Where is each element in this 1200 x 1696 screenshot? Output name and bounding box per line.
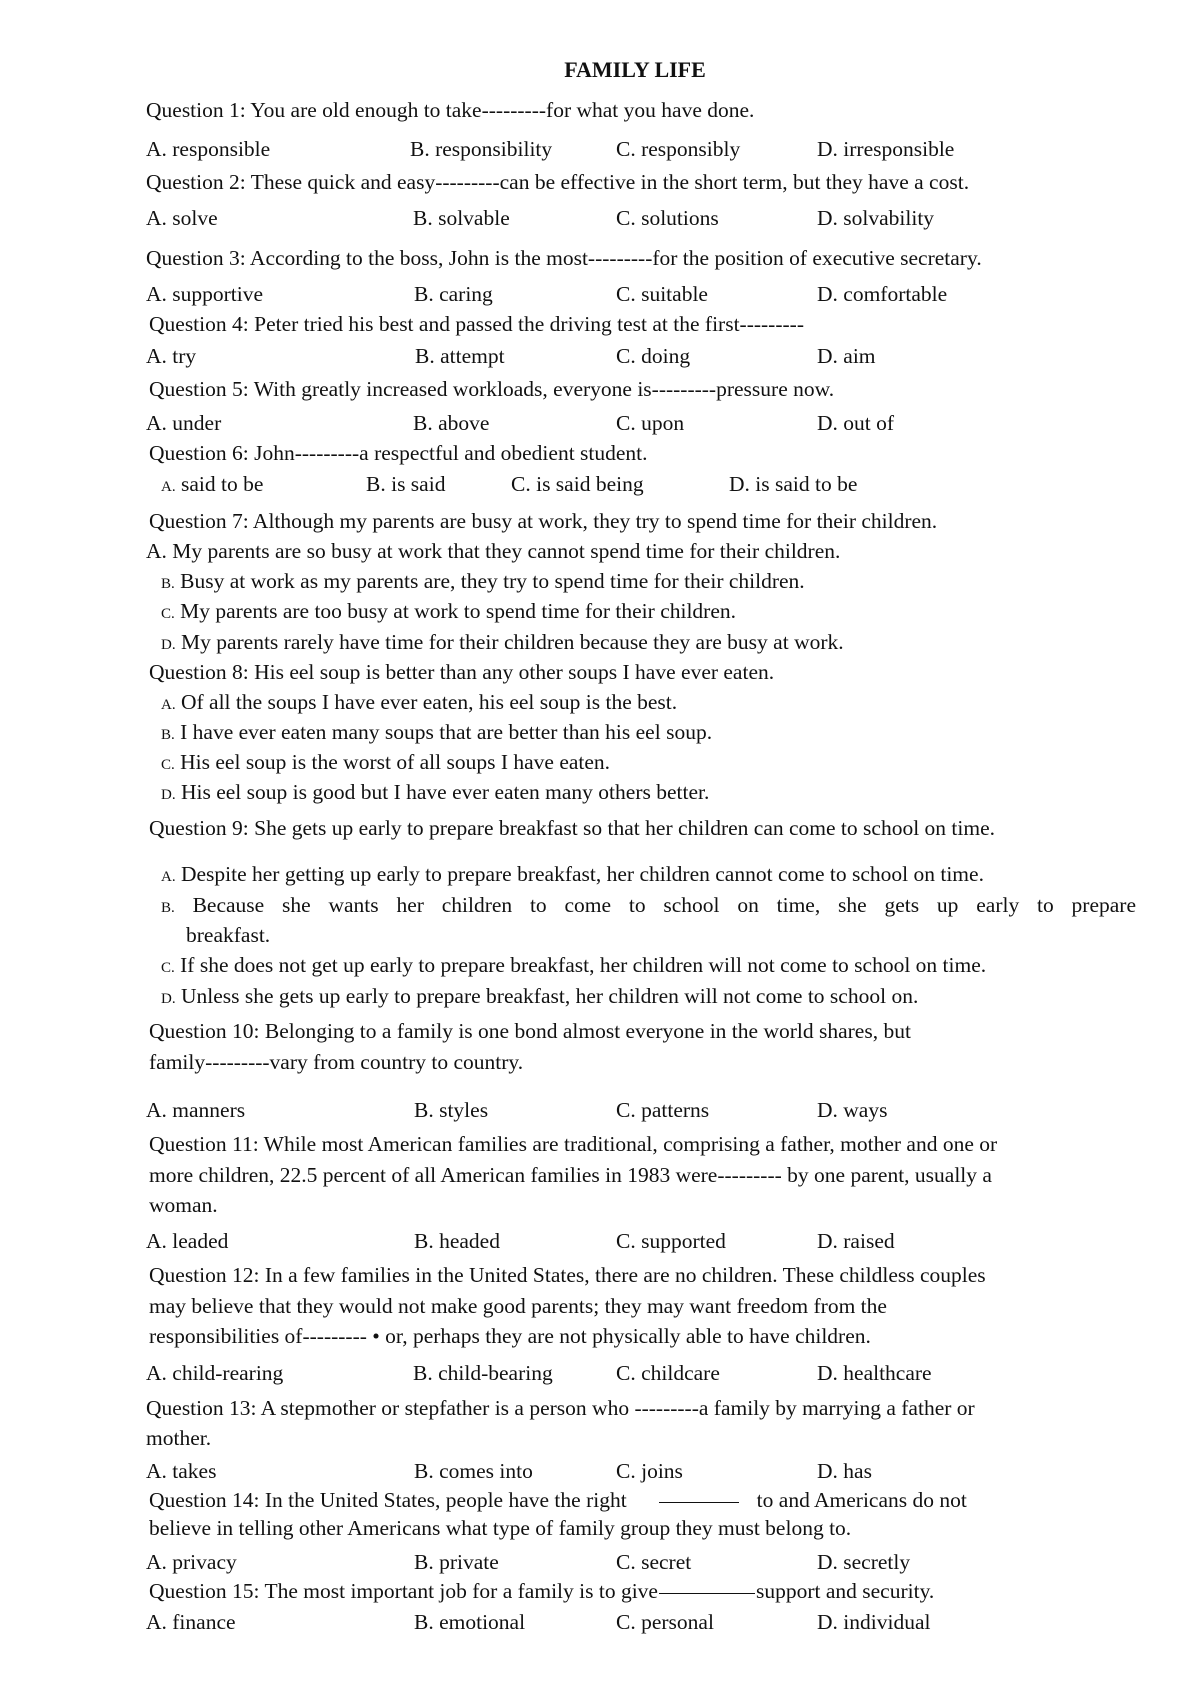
option-letter: C. [161, 960, 175, 976]
option-letter: A. [161, 479, 176, 495]
option-letter: D. [161, 637, 176, 653]
question-7-stem: Question 7: Although my parents are busy at work, they try to spend time for their children. [149, 509, 938, 533]
option-letter: B. [161, 727, 175, 743]
question-11-option-b: B. headed [414, 1229, 500, 1253]
question-14-option-a: A. privacy [146, 1550, 237, 1574]
option-text: If she does not get up early to prepare breakfast, her children will not come to school on time. [180, 953, 987, 977]
option-text: His eel soup is the worst of all soups I have eaten. [180, 750, 611, 774]
question-15-stem-part-1: Question 15: The most important job for a family is to give [149, 1579, 658, 1603]
page-title: FAMILY LIFE [564, 57, 706, 82]
option-text: My parents are too busy at work to spend time for their children. [180, 599, 737, 623]
question-6-option-b: B. is said [366, 472, 446, 496]
question-10-option-b: B. styles [414, 1098, 489, 1122]
option-letter: C. [161, 757, 175, 773]
question-6-option-c: C. is said being [511, 472, 644, 496]
option-text: Of all the soups I have ever eaten, his eel soup is the best. [180, 690, 678, 714]
question-11-stem-line-2: more children, 22.5 percent of all American families in 1983 were--------- by one parent, usually a [149, 1163, 992, 1187]
question-2-stem: Question 2: These quick and easy---------can be effective in the short term, but they have a cost. [146, 170, 970, 194]
option-text: Despite her getting up early to prepare breakfast, her children cannot come to school on time. [180, 862, 984, 886]
question-11-stem-line-3: woman. [149, 1193, 218, 1217]
question-7-option-d [161, 628, 844, 659]
question-9-option-c [161, 951, 986, 982]
question-8-option-c [161, 748, 610, 779]
option-text: His eel soup is good but I have ever eaten many others better. [180, 780, 710, 804]
question-5-option-c: C. upon [616, 411, 685, 435]
question-3-option-d: D. comfortable [817, 282, 948, 306]
question-14-stem-line-1 [149, 1486, 967, 1514]
question-4-option-a: A. try [146, 344, 197, 368]
question-11-stem-line-1: Question 11: While most American families are traditional, comprising a father, mother and one or [149, 1132, 998, 1156]
option-letter: C. [161, 606, 175, 622]
question-12-option-a: A. child-rearing [146, 1361, 284, 1385]
question-6-option-a [161, 470, 263, 501]
question-9-option-d [161, 982, 918, 1013]
question-3-option-b: B. caring [414, 282, 493, 306]
question-12-stem-line-2: may believe that they would not make good parents; they may want freedom from the [149, 1294, 887, 1318]
question-10-option-d: D. ways [817, 1098, 888, 1122]
question-10-option-a: A. manners [146, 1098, 246, 1122]
option-letter: D. [161, 787, 176, 803]
question-10-option-c: C. patterns [616, 1098, 710, 1122]
question-15-option-d: D. individual [817, 1610, 931, 1634]
question-9-option-a [161, 860, 984, 891]
option-letter: A. [161, 869, 176, 885]
question-8-stem: Question 8: His eel soup is better than any other soups I have ever eaten. [149, 660, 775, 684]
question-13-option-b: B. comes into [414, 1459, 533, 1483]
question-4-option-c: C. doing [616, 344, 691, 368]
option-letter: A. [161, 697, 176, 713]
question-1-option-c: C. responsibly [616, 137, 741, 161]
question-9-stem: Question 9: She gets up early to prepare breakfast so that her children can come to school on time. [149, 816, 996, 840]
option-text: My parents are so busy at work that they cannot spend time for their children. [172, 539, 841, 563]
question-12-option-c: C. childcare [616, 1361, 720, 1385]
question-12-stem-line-1: Question 12: In a few families in the United States, there are no children. These childless couples [149, 1263, 986, 1287]
question-7-option-b [161, 567, 805, 598]
question-9-option-b [161, 891, 1136, 922]
option-letter: D. [161, 991, 176, 1007]
question-1-option-b: B. responsibility [410, 137, 553, 161]
option-text: Unless she gets up early to prepare breakfast, her children will not come to school on. [180, 984, 919, 1008]
question-2-option-a: A. solve [146, 206, 218, 230]
question-12-option-b: B. child-bearing [413, 1361, 553, 1385]
question-5-stem: Question 5: With greatly increased workloads, everyone is---------pressure now. [149, 377, 835, 401]
answer-blank [659, 1593, 755, 1594]
question-2-option-d: D. solvability [817, 206, 935, 230]
question-5-option-d: D. out of [817, 411, 895, 435]
question-15-option-b: B. emotional [414, 1610, 526, 1634]
question-8-option-d [161, 778, 709, 809]
question-11-option-a: A. leaded [146, 1229, 229, 1253]
question-13-option-c: C. joins [616, 1459, 683, 1483]
question-14-option-b: B. private [414, 1550, 499, 1574]
option-text: I have ever eaten many soups that are better than his eel soup. [180, 720, 713, 744]
option-text: Busy at work as my parents are, they try to spend time for their children. [180, 569, 805, 593]
question-3-option-c: C. suitable [616, 282, 708, 306]
question-14-stem-part-2: to and Americans do not [756, 1488, 967, 1512]
question-14-stem-part-1: Question 14: In the United States, people have the right [149, 1488, 627, 1512]
question-11-option-c: C. supported [616, 1229, 726, 1253]
option-letter: B. [161, 576, 175, 592]
question-1-option-a: A. responsible [146, 137, 271, 161]
question-13-option-d: D. has [817, 1459, 872, 1483]
question-14-stem-line-2: believe in telling other Americans what type of family group they must belong to. [149, 1516, 852, 1540]
question-4-option-b: B. attempt [415, 344, 505, 368]
question-12-stem-line-3: responsibilities of--------- • or, perhaps they are not physically able to have children. [149, 1324, 871, 1348]
question-8-option-b [161, 718, 712, 749]
question-14-option-d: D. secretly [817, 1550, 911, 1574]
question-6-option-d: D. is said to be [729, 472, 858, 496]
option-letter: B. [161, 900, 175, 916]
question-13-stem-line-1: Question 13: A stepmother or stepfather is a person who ---------a family by marrying a father or [146, 1396, 975, 1420]
option-text: My parents rarely have time for their children because they are busy at work. [180, 630, 844, 654]
question-9-option-b-continued: breakfast. [186, 923, 271, 947]
question-10-stem-line-1: Question 10: Belonging to a family is one bond almost everyone in the world shares, but [149, 1019, 911, 1043]
question-13-stem-line-2: mother. [146, 1426, 212, 1450]
question-13-option-a: A. takes [146, 1459, 217, 1483]
question-4-option-d: D. aim [817, 344, 876, 368]
question-15-stem-part-2: support and security. [755, 1579, 935, 1603]
option-text: Because she wants her children to come to school on time, she gets up early to prepare [192, 893, 1136, 917]
question-5-option-b: B. above [413, 411, 490, 435]
question-4-stem: Question 4: Peter tried his best and passed the driving test at the first--------- [149, 312, 804, 336]
question-2-option-c: C. solutions [616, 206, 719, 230]
question-15-option-a: A. finance [146, 1610, 236, 1634]
question-14-option-c: C. secret [616, 1550, 692, 1574]
question-12-option-d: D. healthcare [817, 1361, 932, 1385]
question-1-stem: Question 1: You are old enough to take---------for what you have done. [146, 98, 755, 122]
question-1-option-d: D. irresponsible [817, 137, 955, 161]
question-6-stem: Question 6: John---------a respectful and obedient student. [149, 441, 648, 465]
option-text: said to be [180, 472, 264, 496]
question-8-option-a [161, 688, 677, 719]
answer-blank [659, 1502, 739, 1503]
question-5-option-a: A. under [146, 411, 222, 435]
question-3-stem: Question 3: According to the boss, John is the most---------for the position of executive secretary. [146, 246, 982, 270]
question-3-option-a: A. supportive [146, 282, 264, 306]
option-letter: A. [146, 539, 167, 563]
question-15-stem [149, 1577, 934, 1605]
question-11-option-d: D. raised [817, 1229, 895, 1253]
question-7-option-a [146, 537, 840, 565]
question-15-option-c: C. personal [616, 1610, 714, 1634]
question-10-stem-line-2: family---------vary from country to country. [149, 1050, 524, 1074]
question-7-option-c [161, 597, 736, 628]
question-2-option-b: B. solvable [413, 206, 510, 230]
